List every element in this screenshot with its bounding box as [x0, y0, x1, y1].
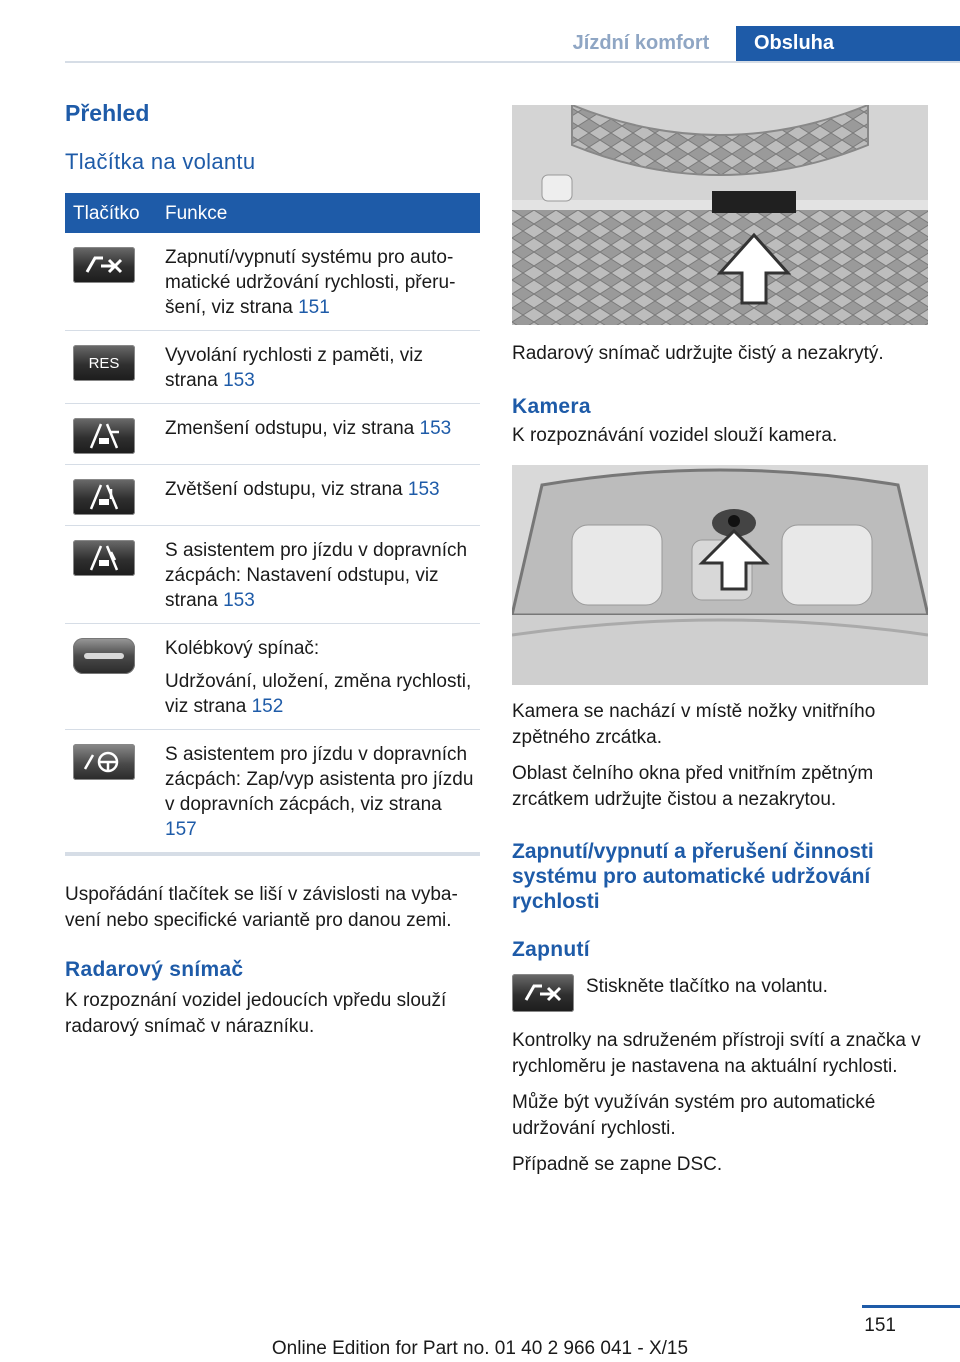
header-section-tab: Jízdní komfort: [572, 32, 710, 54]
row-text: Kolébkový spínač: Udržování, uložení, změna rychlosti, viz strana 152: [157, 624, 480, 730]
page-link[interactable]: 153: [407, 479, 440, 500]
page-link[interactable]: 157: [165, 819, 197, 840]
page-link[interactable]: 153: [223, 590, 255, 611]
camera-text: K rozpoznávání vozidel slouží kamera.: [512, 425, 838, 446]
press-instruction: [512, 974, 928, 1012]
footer-edition: Online Edition for Part no. 01 40 2 966 041 - X/15: [271, 1338, 689, 1359]
buttons-table: [65, 193, 480, 856]
footer-rule: [862, 1305, 960, 1308]
traffic-jam-distance-icon: [73, 540, 135, 576]
header-chapter-tab: Obsluha: [736, 26, 960, 61]
radar-text: K rozpoznání vozidel jedoucích vpředu slouží radarový snímač v nárazníku.: [65, 990, 447, 1037]
table-row: [65, 526, 480, 624]
section-heading-cruise: Zapnutí/vypnutí a přerušení činnosti systému pro automatické udržování rychlosti: [512, 840, 874, 913]
distance-decrease-icon: [73, 418, 135, 454]
right-column: [512, 105, 928, 1188]
section-title-steering-buttons: Tlačítka na volantu: [65, 149, 256, 174]
table-row: [65, 465, 480, 526]
res-button-icon: RES: [73, 345, 135, 381]
header-rule: [65, 61, 960, 63]
variant-note: Uspořádání tlačítek se liší v závislosti na vybavení nebo specifické variantě pro danou zemi.: [65, 884, 458, 931]
camera-caption-1: Kamera se nachází v místě nožky vnitřního zpětného zrcátka.: [512, 701, 876, 748]
table-header-button: Tlačítko: [65, 193, 157, 233]
page-title: Přehled: [65, 100, 150, 126]
table-header-row: [65, 193, 480, 233]
rocker-switch-icon: [73, 638, 135, 674]
radar-sensor-photo: [512, 105, 928, 325]
page-number: 151: [864, 1315, 896, 1336]
page-link[interactable]: 153: [223, 370, 255, 391]
press-text: Stiskněte tlačítko na volantu.: [586, 976, 828, 997]
page-link[interactable]: 152: [251, 696, 284, 717]
cruise-control-icon: [512, 974, 574, 1012]
table-row: [65, 730, 480, 855]
sub-heading-on: Zapnutí: [512, 938, 590, 961]
table-row: [65, 331, 480, 404]
row-text: Zvětšení odstupu, viz strana 153: [157, 465, 480, 526]
left-column: [65, 100, 480, 1050]
row-text: Zmenšení odstupu, viz strana 153: [157, 404, 480, 465]
rocker-label: Kolébkový spínač:: [165, 638, 320, 659]
table-row: [65, 624, 480, 730]
paragraph-system: Může být využíván systém pro automatické udržování rychlosti.: [512, 1092, 876, 1139]
paragraph-indicators: Kontrolky na sdruženém přístroji svítí a značka v rychloměru je nastavena na aktuální rychlosti.: [512, 1030, 921, 1077]
radar-heading: Radarový snímač: [65, 958, 244, 981]
page-link[interactable]: 153: [419, 418, 452, 439]
table-row: [65, 233, 480, 331]
cruise-control-icon: [73, 247, 135, 283]
page-link[interactable]: 151: [298, 297, 330, 318]
distance-increase-icon: [73, 479, 135, 515]
paragraph-dsc: Případně se zapne DSC.: [512, 1154, 723, 1175]
row-text: Zapnutí/vypnutí systému pro automatické udržování rychlosti, přerušení, viz strana 151: [157, 233, 480, 331]
row-text: S asistentem pro jízdu v dopravních zácpách: Nastavení odstupu, viz strana 153: [157, 526, 480, 624]
camera-photo: [512, 465, 928, 685]
table-row: [65, 404, 480, 465]
row-text: S asistentem pro jízdu v dopravních zácpách: Zap/vyp asistenta pro jízdu v dopravních zácpách, viz strana 157: [157, 730, 480, 855]
camera-heading: Kamera: [512, 395, 591, 418]
radar-caption: Radarový snímač udržujte čistý a nezakrytý.: [512, 343, 884, 364]
camera-caption-2: Oblast čelního okna před vnitřním zpětným zrcátkem udržujte čistou a nezakrytou.: [512, 763, 874, 810]
table-header-function: Funkce: [157, 193, 480, 233]
row-text: Vyvolání rychlosti z paměti, viz strana 153: [157, 331, 480, 404]
traffic-jam-assistant-icon: [73, 744, 135, 780]
